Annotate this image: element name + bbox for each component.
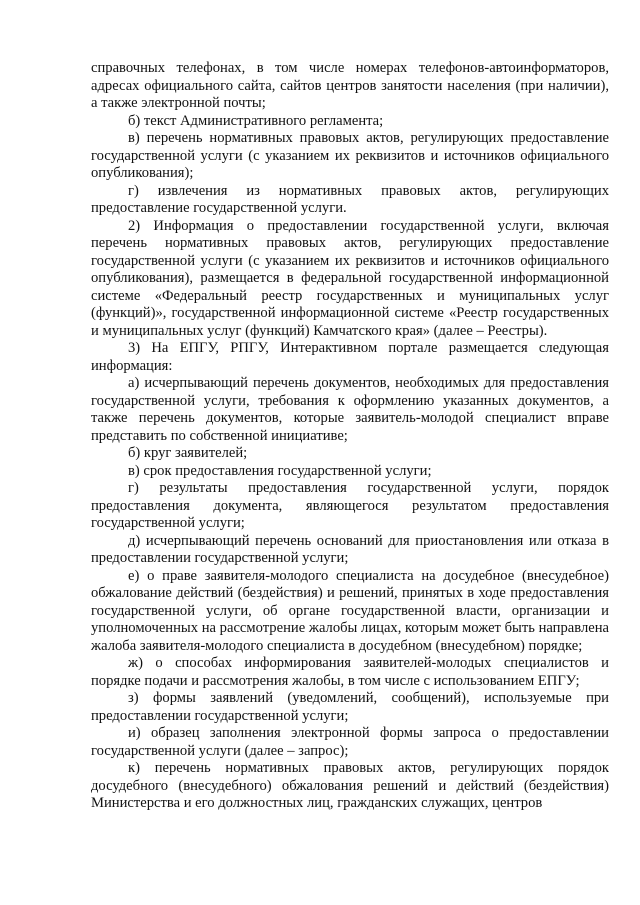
- document-page: [91, 60, 609, 813]
- paragraph-e-appeal-right: е) о праве заявителя-молодого специалиста на досудебное (внесудебное) обжалование действий (бездействия) и решений, принятых в ходе предоставления государственной услуги, об органе государственной власти, организации и уполномоченных на рассмотрение жалобы лицах, которым может быть направлена жалоба заявителя-молодого специалиста в досудебном (внесудебном) порядке;: [91, 567, 609, 654]
- paragraph-zh-complaint-methods: ж) о способах информирования заявителей-молодых специалистов и порядке подачи и рассмотрения жалобы, в том числе с использованием ЕПГУ;: [91, 655, 609, 689]
- paragraph-k-appeal-acts: к) перечень нормативных правовых актов, регулирующих порядок досудебного (внесудебного) обжалования решений и действий (бездействия) Министерства и его должностных лиц, гражданских служащих, центров: [91, 760, 609, 811]
- paragraph-v-term: в) срок предоставления государственной услуги;: [128, 462, 432, 479]
- paragraph-b-regulation-text: б) текст Административного регламента;: [128, 112, 384, 129]
- paragraph-i-form-sample: и) образец заполнения электронной формы запроса о предоставлении государственной услуги (далее – запрос);: [91, 725, 609, 759]
- paragraph-3-portal-info: 3) На ЕПГУ, РПГУ, Интерактивном портале размещается следующая информация:: [91, 340, 609, 374]
- paragraph-g-extracts: г) извлечения из нормативных правовых актов, регулирующих предоставление государственной услуги.: [91, 182, 609, 216]
- paragraph-2-registries: 2) Информация о предоставлении государственной услуги, включая перечень нормативных правовых актов, регулирующих предоставление государственной услуги (с указанием их реквизитов и источников официального опубликования), размещается в федеральной государственной информационной системе «Федеральный реестр государственных и муниципальных услуг (функций)», государственной информационной системе «Реестр государственных и муниципальных услуг (функций) Камчатского края» (далее – Реестры).: [91, 217, 609, 339]
- paragraph-z-forms: з) формы заявлений (уведомлений, сообщений), используемые при предоставлении государственной услуги;: [91, 690, 609, 724]
- paragraph-d-refusal-grounds: д) исчерпывающий перечень оснований для приостановления или отказа в предоставлении государственной услуги;: [91, 532, 609, 566]
- paragraph-b-applicants: б) круг заявителей;: [128, 445, 248, 461]
- paragraph-continuation-contacts: справочных телефонах, в том числе номерах телефонов-автоинформаторов, адресах официального сайта, сайтов центров занятости населения (при наличии), а также электронной почты;: [91, 60, 609, 111]
- paragraph-a-documents: а) исчерпывающий перечень документов, необходимых для предоставления государственной услуги, требования к оформлению указанных документов, а также перечень документов, которые заявитель-молодой специалист вправе представить по собственной инициативе;: [91, 375, 609, 444]
- paragraph-g-results: г) результаты предоставления государственной услуги, порядок предоставления документа, являющегося результатом предоставления государственной услуги;: [91, 480, 609, 531]
- paragraph-v-legal-acts-list: в) перечень нормативных правовых актов, регулирующих предоставление государственной услуги (с указанием их реквизитов и источников официального опубликования);: [91, 130, 609, 181]
